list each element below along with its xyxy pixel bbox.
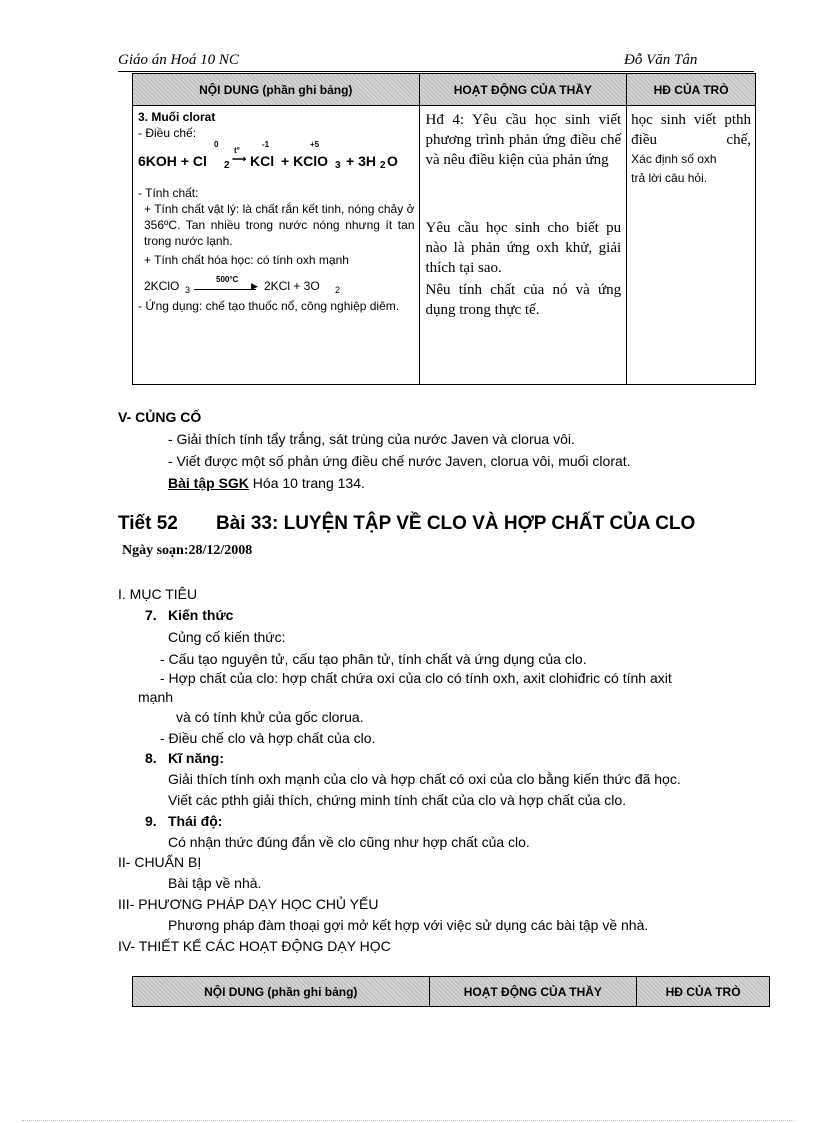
eq-sub: 2 xyxy=(224,160,230,171)
activities-table xyxy=(132,976,770,1007)
student-cell xyxy=(627,106,756,385)
equation-decomposition xyxy=(138,274,415,296)
attitude-item-1: Có nhận thức đúng đắn về clo cũng như hợp chất của clo. xyxy=(168,834,530,850)
usage-text: - Ứng dụng: chế tạo thuốc nổ, công nghiệp diêm. xyxy=(138,299,400,313)
eq2-condition: 500°C xyxy=(216,275,239,284)
eq-o: O xyxy=(387,153,398,169)
knowledge-intro: Củng cố kiến thức: xyxy=(168,629,286,645)
chemical-props: + Tính chất hóa học: có tính oxh mạnh xyxy=(144,253,349,267)
student-activity-2: Xác định số oxh xyxy=(631,152,717,166)
section-iii-heading: III- PHƯƠNG PHÁP DẠY HỌC CHỦ YẾU xyxy=(118,896,379,912)
skills-title: Kĩ năng: xyxy=(168,750,224,766)
eq2-sub: 3 xyxy=(185,285,191,295)
section-v-line3 xyxy=(168,472,365,494)
lesson-table xyxy=(132,73,756,385)
eq-rest: + 3H xyxy=(346,153,376,169)
homework-text: Hóa 10 trang 134. xyxy=(248,475,365,491)
section-v-heading: V- CỦNG CỐ xyxy=(118,409,202,425)
section-ii-heading: II- CHUẨN BỊ xyxy=(118,854,202,870)
doc-header-left: Giáo án Hoá 10 NC xyxy=(118,52,239,68)
prep-label: - Điều chế: xyxy=(138,126,197,140)
section-v-line2: - Viết được một số phản ứng điều chế nước Javen, clorua vôi, muối clorat. xyxy=(168,453,631,469)
knowledge-title: Kiến thức xyxy=(168,607,234,623)
content-cell xyxy=(133,106,420,385)
props-label: - Tính chất: xyxy=(138,186,199,200)
knowledge-item-2: - Hợp chất của clo: hợp chất chứa oxi của clo có tính oxh, axit clohiđric có tính axit xyxy=(160,670,672,686)
skills-item-1: Giải thích tính oxh mạnh của clo và hợp chất có oxi của clo bằng kiến thức đã học. xyxy=(168,771,681,787)
eq-kclo: + KClO xyxy=(281,153,329,169)
eq2-sub: 2 xyxy=(335,285,341,295)
col-header-student: HĐ CỦA TRÒ xyxy=(627,74,756,106)
teacher-activity-1: Hđ 4: Yêu cầu học sinh viết phương trình phản ứng điều chế và nêu điều kiện của phản ứng xyxy=(425,112,622,168)
knowledge-item-1: - Cấu tạo nguyên tử, cấu tạo phân tử, tính chất và ứng dụng của clo. xyxy=(160,651,587,667)
col-header-content: NỘI DUNG (phần ghi bảng) xyxy=(133,74,420,106)
page-bottom-rule xyxy=(22,1120,794,1121)
section-ii-line: Bài tập về nhà. xyxy=(168,875,262,891)
section-iv-heading: IV- THIẾT KẾ CÁC HOẠT ĐỘNG DẠY HỌC xyxy=(118,938,391,954)
eq2-left: 2KClO xyxy=(144,279,180,293)
eq-sub: 3 xyxy=(335,160,341,171)
col-header-student: HĐ CỦA TRÒ xyxy=(637,977,770,1007)
teacher-activity-3: Nêu tính chất của nó và ứng dụng trong thực tế. xyxy=(425,282,622,318)
attitude-num: 9. xyxy=(145,813,157,829)
homework-label: Bài tập SGK xyxy=(168,475,249,491)
physical-props: + Tính chất vật lý: là chất rắn kết tinh, nóng chảy ở 356ºC. Tan nhiều trong nước nóng nhưng ít tan trong nước lạnh. xyxy=(144,202,415,248)
student-activity-3: trả lời câu hỏi. xyxy=(631,171,708,185)
lesson-date: Ngày soạn:28/12/2008 xyxy=(122,543,253,558)
equation-chlorate-prep xyxy=(138,140,415,171)
attitude-title: Thái độ: xyxy=(168,813,223,829)
col-header-content: NỘI DUNG (phần ghi bảng) xyxy=(133,977,430,1007)
eq-oxidation: -1 xyxy=(262,140,270,149)
knowledge-num: 7. xyxy=(145,607,157,623)
eq-left: 6KOH + Cl xyxy=(138,153,207,169)
section-iii-line: Phương pháp đàm thoại gợi mở kết hợp với việc sử dụng các bài tập về nhà. xyxy=(168,917,649,933)
section-title: 3. Muối clorat xyxy=(138,110,216,124)
eq-oxidation: 0 xyxy=(214,140,219,149)
eq-condition: t° xyxy=(234,146,240,155)
eq-kcl: KCl xyxy=(250,153,275,169)
header-rule xyxy=(118,71,754,72)
section-i-heading: I. MỤC TIÊU xyxy=(118,586,198,602)
col-header-teacher: HOẠT ĐỘNG CỦA THẦY xyxy=(419,74,627,106)
lesson-title: Bài 33: LUYỆN TẬP VỀ CLO VÀ HỢP CHẤT CỦA CLO xyxy=(216,513,696,534)
lesson-number: Tiết 52 xyxy=(118,513,178,534)
eq2-arrowhead-icon: ▶ xyxy=(251,281,258,291)
knowledge-item-3: - Điều chế clo và hợp chất của clo. xyxy=(160,730,376,746)
knowledge-item-2-wrap: mạnh xyxy=(138,689,174,705)
teacher-cell xyxy=(419,106,627,385)
student-activity-1: học sinh viết pthh điều chế, xyxy=(631,112,751,148)
skills-item-2: Viết các pthh giải thích, chứng minh tính chất của clo và hợp chất của clo. xyxy=(168,792,627,808)
skills-num: 8. xyxy=(145,750,157,766)
eq2-arrow-icon xyxy=(194,289,256,290)
eq-arrow-icon: ⟶ xyxy=(232,154,247,165)
eq-sub: 2 xyxy=(380,160,386,171)
eq-oxidation: +5 xyxy=(310,140,320,149)
eq2-right: 2KCl + 3O xyxy=(264,279,320,293)
col-header-teacher: HOẠT ĐỘNG CỦA THẦY xyxy=(429,977,637,1007)
doc-header-right: Đỗ Văn Tân xyxy=(624,52,698,68)
section-v-line1: - Giải thích tính tẩy trắng, sát trùng của nước Javen và clorua vôi. xyxy=(168,431,575,447)
knowledge-item-2-cont: và có tính khử của gốc clorua. xyxy=(176,709,364,725)
teacher-activity-2: Yêu cầu học sinh cho biết pu nào là phản ứng oxh khử, giải thích tại sao. xyxy=(425,220,622,276)
